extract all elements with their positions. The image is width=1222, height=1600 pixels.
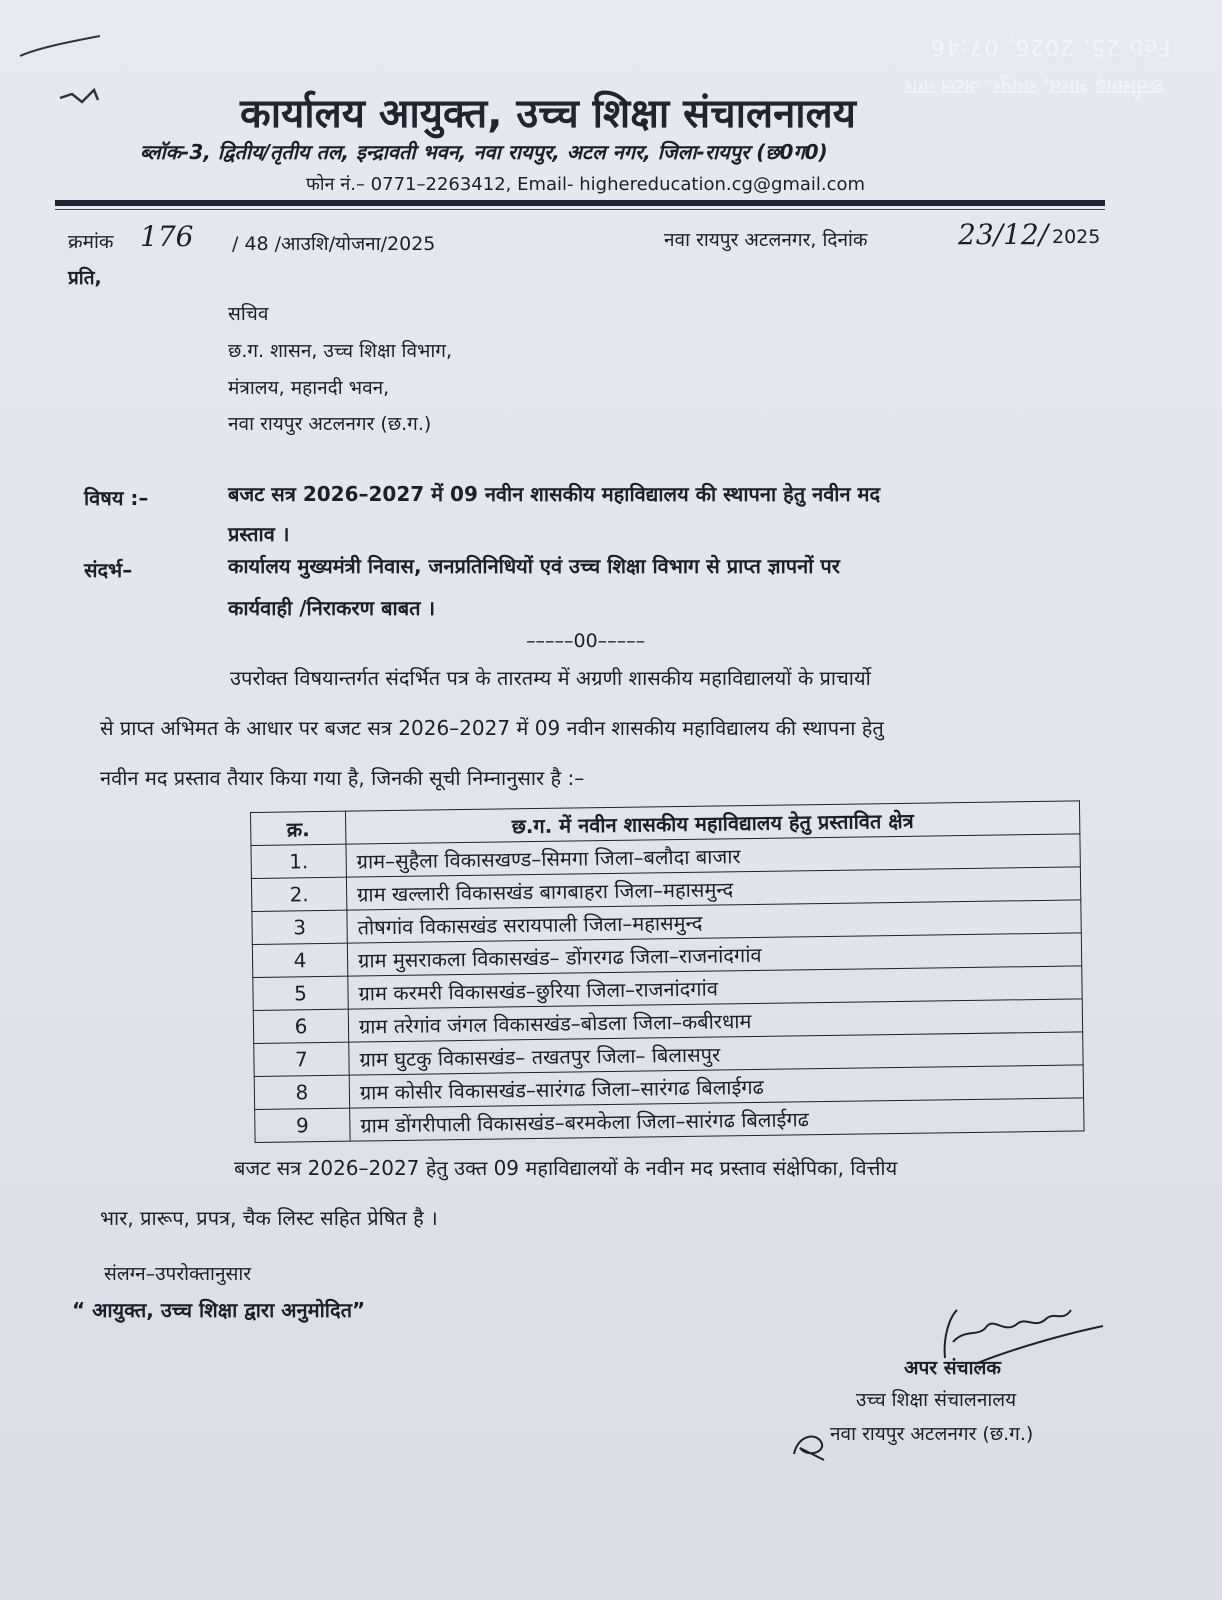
recipient-line: मंत्रालय, महानदी भवन, [228, 377, 390, 399]
recipient-line: सचिव [228, 303, 269, 325]
recipient-line: छ.ग. शासन, उच्च शिक्षा विभाग, [228, 340, 453, 362]
ref-number-suffix: / 48 /आउशि/योजना/2025 [232, 233, 436, 255]
serial-cell: 7 [254, 1042, 349, 1076]
margin-scribble-icon [18, 34, 102, 60]
college-proposal-table [250, 800, 1085, 1143]
serial-cell: 4 [252, 943, 347, 977]
enclosure-note: संलग्न–उपरोक्तानुसार [104, 1263, 252, 1285]
area-cell: ग्राम मुसराकला विकासखंड– डोंगरगढ जिला–राजनांदगांव [347, 933, 1081, 976]
section-divider: –––––00––––– [526, 630, 646, 652]
serial-cell: 3 [252, 910, 347, 944]
area-cell: ग्राम डोंगरीपाली विकासखंड–बरमकेला जिला–सारंगढ बिलाईगढ [350, 1098, 1084, 1141]
header-rule [55, 200, 1105, 206]
date-year: 2025 [1052, 226, 1101, 248]
ref-handwritten-number: 176 [140, 220, 194, 253]
header-rule-thin [55, 209, 1105, 210]
initial-mark-icon [788, 1424, 830, 1464]
signatory-designation: अपर संचालक [904, 1357, 1001, 1379]
subject-text: बजट सत्र 2026–2027 में 09 नवीन शासकीय महाविद्यालय की स्थापना हेतु नवीन मद [228, 482, 881, 506]
area-cell: ग्राम–सुहैला विकासखण्ड–सिमगा जिला–बलौदा बाजार [346, 834, 1080, 877]
timestamp-overlay: Feb 25, 2026, 07:46 [929, 34, 1170, 59]
serial-cell: 1. [251, 844, 346, 878]
column-header-area: छ.ग. में नवीन शासकीय महाविद्यालय हेतु प्रस्तावित क्षेत्र [345, 801, 1079, 844]
signatory-office: उच्च शिक्षा संचालनालय [856, 1389, 1017, 1411]
reference-label: संदर्भ– [84, 558, 133, 582]
area-cell: ग्राम खल्लारी विकासखंड बागबाहरा जिला–महासमुन्द [346, 867, 1080, 910]
closing-paragraph: बजट सत्र 2026–2027 हेतु उक्त 09 महाविद्यालयों के नवीन मद प्रस्ताव संक्षेपिका, वित्तीय [234, 1156, 898, 1180]
area-cell: ग्राम करमरी विकासखंड–छुरिया जिला–राजनांदगांव [348, 966, 1082, 1009]
approval-note: “ आयुक्त, उच्च शिक्षा द्वारा अनुमोदित” [72, 1298, 366, 1322]
serial-cell: 6 [253, 1009, 348, 1043]
serial-cell: 2. [251, 877, 346, 911]
body-paragraph: से प्राप्त अभिमत के आधार पर बजट सत्र 2026–2027 में 09 नवीन शासकीय महाविद्यालय की स्थापना हेतु [100, 716, 884, 740]
office-title: कार्यालय आयुक्त, उच्च शिक्षा संचालनालय [240, 91, 856, 137]
ref-label: क्रमांक [68, 231, 114, 253]
location-overlay: छत्तीसगढ़ भारत, रायपुर, अटल नगर [904, 75, 1164, 99]
to-label: प्रति, [68, 267, 102, 289]
signatory-place: नवा रायपुर अटलनगर (छ.ग.) [830, 1423, 1034, 1445]
recipient-line: नवा रायपुर अटलनगर (छ.ग.) [228, 413, 432, 435]
serial-cell: 8 [254, 1075, 349, 1109]
margin-mark-icon [58, 84, 102, 110]
serial-cell: 5 [253, 976, 348, 1010]
area-cell: तोषगांव विकासखंड सरायपाली जिला–महासमुन्द [347, 900, 1081, 943]
office-contact: फोन नं.– 0771–2263412, Email- highereducation.cg@gmail.com [306, 174, 866, 195]
office-address: ब्लॉक-3, द्वितीय/तृतीय तल, इन्द्रावती भवन, नवा रायपुर, अटल नगर, जिला-रायपुर (छ0ग0) [140, 140, 828, 164]
closing-paragraph: भार, प्रारूप, प्रपत्र, चैक लिस्ट सहित प्रेषित है । [100, 1206, 438, 1230]
reference-text: कार्यालय मुख्यमंत्री निवास, जनप्रतिनिधियों एवं उच्च शिक्षा विभाग से प्राप्त ज्ञापनों पर [228, 554, 840, 578]
area-cell: ग्राम कोसीर विकासखंड–सारंगढ जिला–सारंगढ बिलाईगढ [349, 1065, 1083, 1108]
subject-label: विषय :– [84, 486, 149, 510]
subject-text: प्रस्ताव । [228, 522, 290, 546]
body-paragraph: उपरोक्त विषयान्तर्गत संदर्भित पत्र के तारतम्य में अग्रणी शासकीय महाविद्यालयों के प्राचार्यो [230, 666, 871, 690]
area-cell: ग्राम तरेगांव जंगल विकासखंड–बोडला जिला–कबीरधाम [348, 999, 1082, 1042]
place-date-label: नवा रायपुर अटलनगर, दिनांक [664, 229, 868, 251]
reference-text: कार्यवाही /निराकरण बाबत । [228, 596, 436, 620]
date-handwritten: 23/12/ [958, 218, 1049, 251]
body-paragraph: नवीन मद प्रस्ताव तैयार किया गया है, जिनकी सूची निम्नानुसार है :– [100, 766, 585, 790]
column-header-serial: क्र. [251, 811, 346, 845]
area-cell: ग्राम घुटकु विकासखंड– तखतपुर जिला– बिलासपुर [349, 1032, 1083, 1075]
serial-cell: 9 [255, 1108, 350, 1142]
